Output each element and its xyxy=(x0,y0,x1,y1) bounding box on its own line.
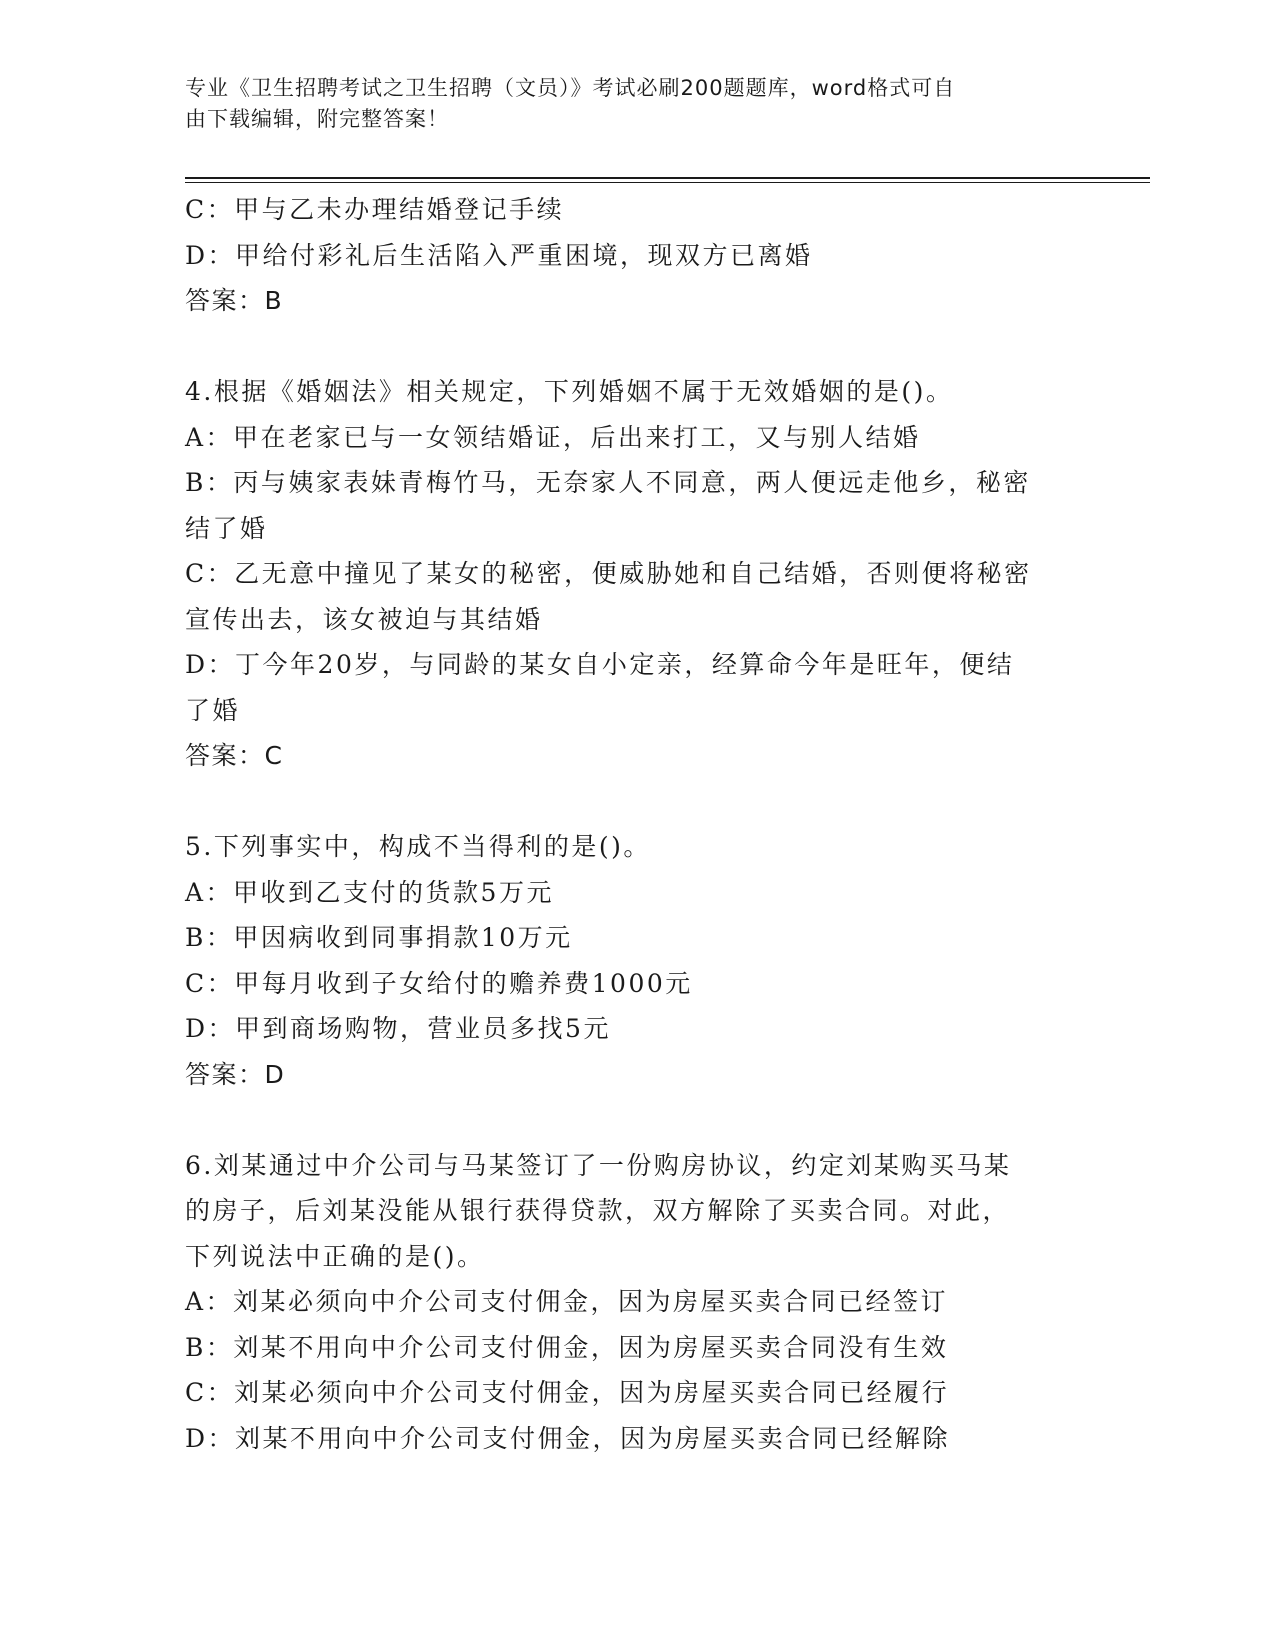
option-b: B：刘某不用向中介公司支付佣金，因为房屋买卖合同没有生效 xyxy=(185,1332,949,1362)
option-d: D：甲到商场购物，营业员多找5元 xyxy=(185,1014,611,1043)
question-text-continued: 下列说法中正确的是()。 xyxy=(185,1241,485,1271)
question-3-tail xyxy=(185,187,1085,324)
header-line-2: 由下载编辑，附完整答案！ xyxy=(185,107,449,131)
answer-line: 答案：B xyxy=(185,286,284,315)
header-rule-thick xyxy=(185,177,1150,179)
option-d: D：丁今年20岁，与同龄的某女自小定亲，经算命今年是旺年，便结 xyxy=(185,650,1015,679)
question-text: 6.刘某通过中介公司与马某签订了一份购房协议，约定刘某购买马某 xyxy=(185,1150,1012,1180)
option-d-continued: 了婚 xyxy=(185,695,241,725)
option-a: A：甲收到乙支付的货款5万元 xyxy=(185,877,554,907)
option-d: D：刘某不用向中介公司支付佣金，因为房屋买卖合同已经解除 xyxy=(185,1423,951,1453)
option-c: C：甲与乙未办理结婚登记手续 xyxy=(185,195,565,224)
option-c-continued: 宣传出去，该女被迫与其结婚 xyxy=(185,604,543,634)
question-text-continued: 的房子，后刘某没能从银行获得贷款，双方解除了买卖合同。对此， xyxy=(185,1196,1011,1225)
question-5 xyxy=(185,824,1085,1097)
document-header xyxy=(185,73,1075,135)
spacer xyxy=(185,1097,1085,1143)
option-c: C：刘某必须向中介公司支付佣金，因为房屋买卖合同已经履行 xyxy=(185,1378,950,1407)
question-list xyxy=(185,187,1085,1461)
option-b: B：甲因病收到同事捐款10万元 xyxy=(185,923,573,952)
option-b-continued: 结了婚 xyxy=(185,513,268,543)
question-text: 5.下列事实中，构成不当得利的是()。 xyxy=(185,832,651,861)
answer-line: 答案：C xyxy=(185,741,284,770)
spacer xyxy=(185,324,1085,370)
option-a: A：甲在老家已与一女领结婚证，后出来打工，又与别人结婚 xyxy=(185,422,921,452)
option-d: D：甲给付彩礼后生活陷入严重困境，现双方已离婚 xyxy=(185,240,813,270)
question-6 xyxy=(185,1143,1085,1462)
option-a: A：刘某必须向中介公司支付佣金，因为房屋买卖合同已经签订 xyxy=(185,1287,949,1316)
option-c: C：甲每月收到子女给付的赡养费1000元 xyxy=(185,968,693,998)
question-4 xyxy=(185,369,1085,779)
option-b: B：丙与姨家表妹青梅竹马，无奈家人不同意，两人便远走他乡，秘密 xyxy=(185,468,1031,497)
header-rule-thin xyxy=(185,182,1150,183)
option-c: C：乙无意中撞见了某女的秘密，便威胁她和自己结婚，否则便将秘密 xyxy=(185,559,1032,588)
answer-line: 答案：D xyxy=(185,1059,286,1089)
spacer xyxy=(185,779,1085,825)
question-text: 4.根据《婚姻法》相关规定，下列婚姻不属于无效婚姻的是()。 xyxy=(185,377,954,406)
header-line-1: 专业《卫生招聘考试之卫生招聘（文员）》考试必刷200题题库，word格式可自 xyxy=(185,76,956,100)
